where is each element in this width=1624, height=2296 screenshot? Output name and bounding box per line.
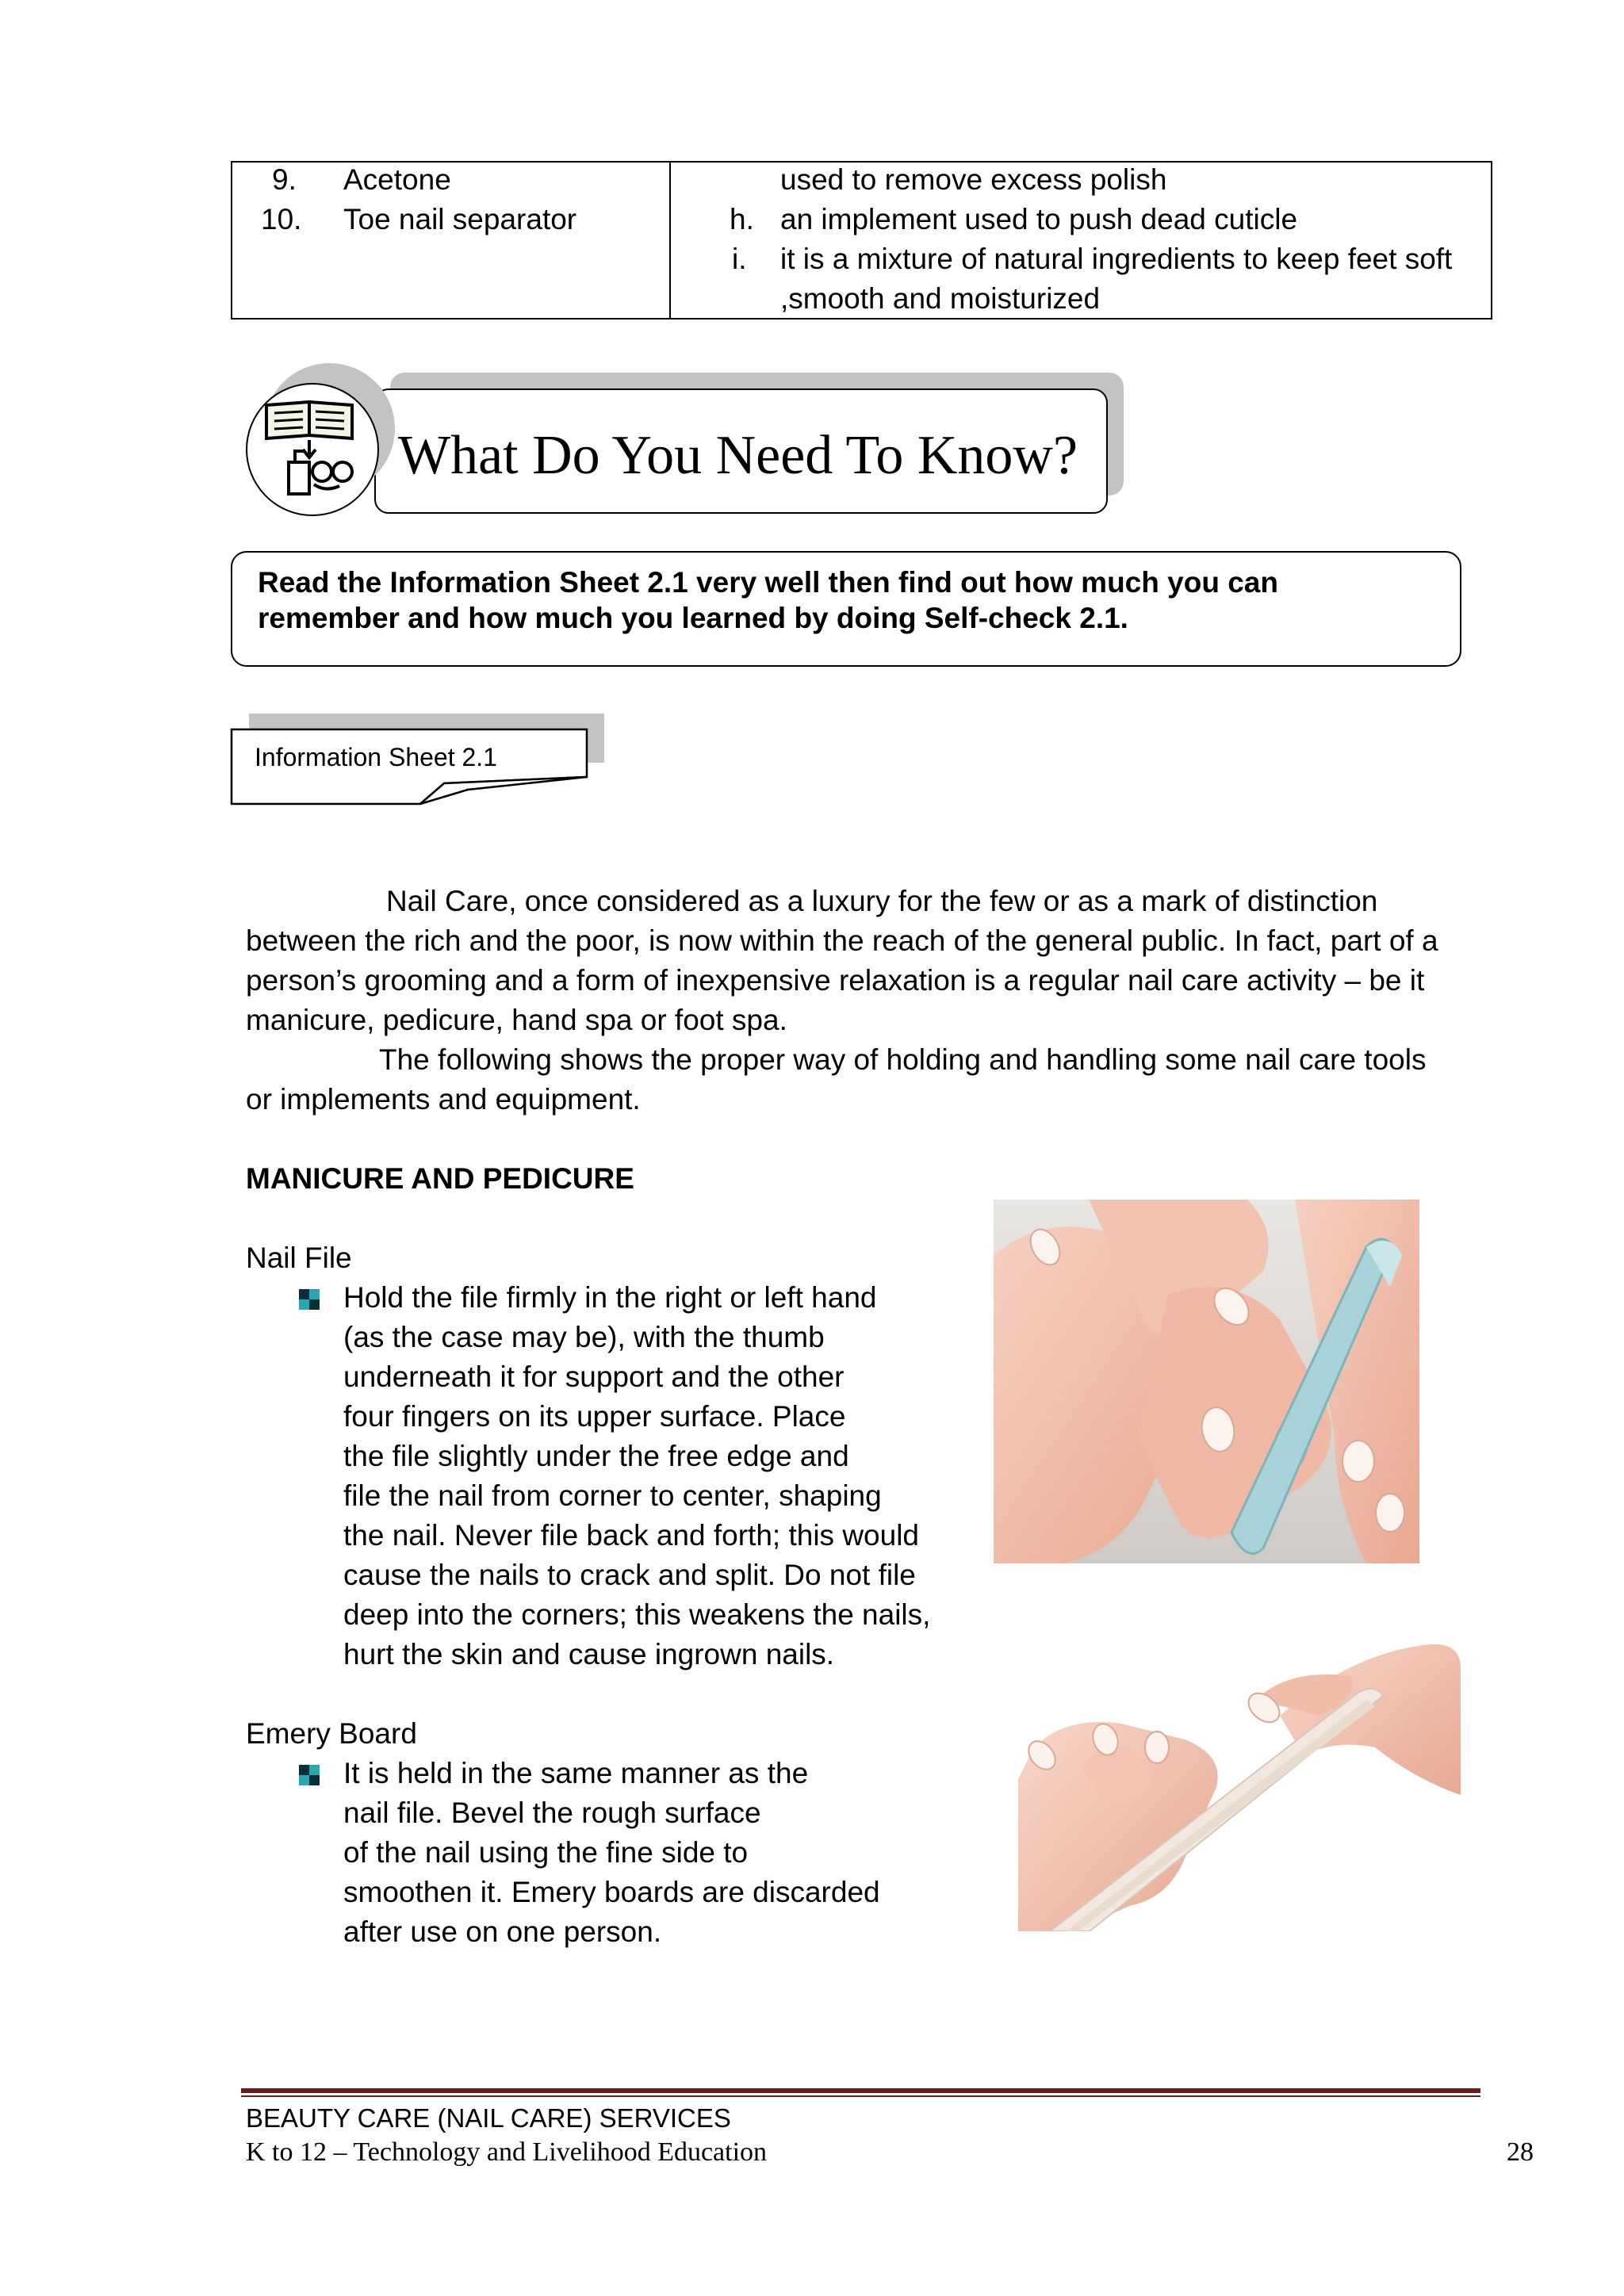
description-line: file the nail from corner to center, shaping: [343, 1479, 882, 1512]
description-line: Hold the file firmly in the right or left hand: [343, 1281, 877, 1314]
table-row-number: 9.: [272, 163, 297, 196]
table-divider: [669, 163, 671, 318]
nail-file-heading: Nail File: [246, 1242, 352, 1274]
description-line: (as the case may be), with the thumb: [343, 1321, 825, 1353]
table-row-definition: used to remove excess polish: [780, 163, 1167, 196]
intro-paragraph-2: [246, 1040, 1483, 1119]
description-line: hurt the skin and cause ingrown nails.: [343, 1638, 835, 1670]
paragraph-line: between the rich and the poor, is now within the reach of the general public. In fact, part of a: [246, 924, 1438, 957]
table-row-definition: an implement used to push dead cuticle: [780, 203, 1298, 235]
description-line: of the nail using the fine side to: [343, 1836, 749, 1869]
paragraph-line-text: The following shows the proper way of holding and handling some nail care tools: [379, 1043, 1427, 1076]
footer-curriculum: K to 12 – Technology and Livelihood Education: [246, 2137, 768, 2167]
nail-file-description: [343, 1278, 930, 1674]
paragraph-line: person’s grooming and a form of inexpensive relaxation is a regular nail care activity – be it: [246, 964, 1425, 997]
instruction-line: Read the Information Sheet 2.1 very well then find out how much you can: [258, 566, 1278, 599]
page-title: What Do You Need To Know?: [398, 425, 1078, 486]
table-row-term: Toe nail separator: [343, 203, 577, 235]
emery-board-photo: [1018, 1621, 1461, 1931]
footer-course-title: BEAUTY CARE (NAIL CARE) SERVICES: [246, 2103, 731, 2133]
emery-board-description: [343, 1754, 880, 1952]
nail-file-photo: [994, 1200, 1419, 1563]
paragraph-line: [246, 882, 1483, 921]
square-bullet-icon: [299, 1765, 320, 1785]
description-line: It is held in the same manner as the: [343, 1757, 809, 1789]
square-bullet-icon: [299, 1289, 320, 1310]
book-reader-icon: [246, 383, 379, 516]
paragraph-line: [246, 1040, 1483, 1080]
description-line: smoothen it. Emery boards are discarded: [343, 1876, 880, 1908]
footer-rule: [241, 2088, 1480, 2093]
paragraph-line: or implements and equipment.: [246, 1083, 641, 1115]
page-number: 28: [1507, 2137, 1534, 2167]
description-line: after use on one person.: [343, 1915, 662, 1948]
description-line: the file slightly under the free edge and: [343, 1440, 849, 1472]
description-line: four fingers on its upper surface. Place: [343, 1400, 846, 1433]
emery-board-heading: Emery Board: [246, 1717, 417, 1750]
info-sheet-label: Information Sheet 2.1: [255, 743, 497, 771]
table-row-definition: ,smooth and moisturized: [780, 282, 1101, 315]
description-line: cause the nails to crack and split. Do not file: [343, 1559, 916, 1591]
description-line: nail file. Bevel the rough surface: [343, 1797, 761, 1829]
description-line: deep into the corners; this weakens the nails,: [343, 1598, 931, 1631]
table-row-letter: i.: [732, 243, 747, 275]
description-line: the nail. Never file back and forth; this would: [343, 1519, 919, 1552]
paragraph-line-text: Nail Care, once considered as a luxury for the few or as a mark of distinction: [386, 885, 1378, 917]
table-row-letter: h.: [730, 203, 754, 235]
intro-paragraph-1: [246, 882, 1483, 1040]
table-row-term: Acetone: [343, 163, 451, 196]
footer-rule-thin: [241, 2095, 1480, 2097]
table-row-number: 10.: [261, 203, 302, 235]
instruction-text: [258, 564, 1447, 636]
paragraph-line: manicure, pedicure, hand spa or foot spa.: [246, 1004, 787, 1036]
section-heading: MANICURE AND PEDICURE: [246, 1162, 634, 1195]
table-row-definition: it is a mixture of natural ingredients to keep feet soft: [780, 243, 1453, 275]
description-line: underneath it for support and the other: [343, 1360, 845, 1393]
instruction-line: remember and how much you learned by doing Self-check 2.1.: [258, 602, 1128, 634]
